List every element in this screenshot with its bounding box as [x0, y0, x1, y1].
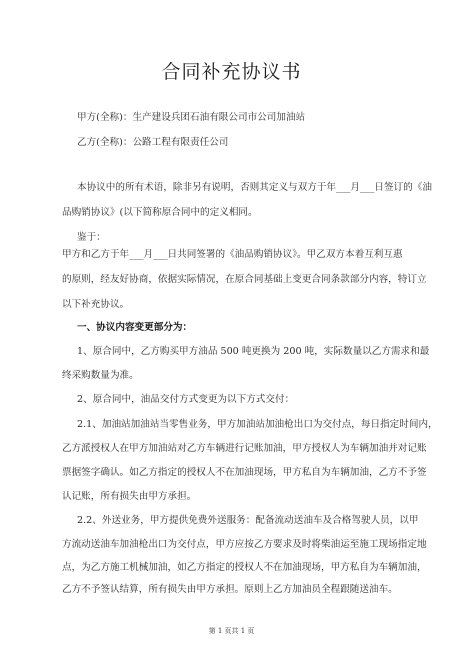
- item-2-1-line-4: 认记账，所有损失由甲方承担。: [62, 491, 197, 502]
- item-1-line-1: 1、原合同中，乙方购买甲方油品 500 吨更换为 200 吨，实际数量以乙方需求和最: [77, 346, 430, 357]
- item-2-2-line-4: 乙方不予签认结算，所有损失由甲方承担。原则上乙方加油员全程跟随送油车。: [62, 584, 398, 595]
- recital-line-1: 甲方和乙方于年___月___日共同签署的《油品购销协议》。甲乙双方本着互利互惠: [62, 249, 403, 260]
- party-a-line: 甲方(全称)：生产建设兵团石油有限公司市公司加油站: [77, 112, 306, 123]
- whereas-label: 鉴于：: [77, 232, 106, 243]
- intro-line-1: 本协议中的所有术语，除非另有说明，否则其定义与双方于年___月___日签订的《油: [77, 182, 432, 193]
- item-2-2-line-2: 方流动送油车加油枪出口为交付点，甲方应按乙方要求及时将柴油运至施工现场指定地: [62, 539, 427, 550]
- recital-line-2: 的原则，经友好协商，依据实际情况，在原合同基础上变更合同条款部分内容，特订立: [62, 274, 427, 285]
- item-2-2-line-3: 点，为乙方施工机械加油，如乙方指定的授权人不在加油现场，甲方私自为车辆加油，: [62, 562, 427, 573]
- item-2-1-line-2: 乙方派授权人在甲方加油站对乙方车辆进行记账加油，甲方授权人为车辆加油并对记账: [62, 443, 427, 454]
- item-2-2-line-1: 2.2、外送业务，甲方提供免费外送服务：配备流动送油车及合格驾驶人员，以甲: [77, 515, 419, 526]
- recital-line-3: 以下补充协议。: [62, 299, 130, 310]
- item-2-line: 2、原合同中，油品交付方式变更为以下方式交付：: [77, 394, 295, 405]
- item-1-line-2: 终采购数量为准。: [62, 370, 139, 381]
- document-title: 合同补充协议书: [161, 61, 302, 83]
- section-1-heading: 一、协议内容变更部分为：: [77, 322, 193, 333]
- item-2-1-line-3: 票据签字确认。如乙方指定的授权人不在加油现场，甲方私自为车辆加油，乙方不予签: [62, 467, 427, 478]
- party-b-line: 乙方(全称)：公路工程有限责任公司: [77, 137, 229, 148]
- page-footer: 第 1 页共 1 页: [208, 627, 255, 635]
- intro-line-2: 品购销协议》(以下简称原合同中的定义相同。: [62, 207, 258, 218]
- item-2-1-line-1: 2.1、加油站加油站当零售业务，甲方加油站加油枪出口为交付点，每日指定时间内，: [77, 419, 438, 430]
